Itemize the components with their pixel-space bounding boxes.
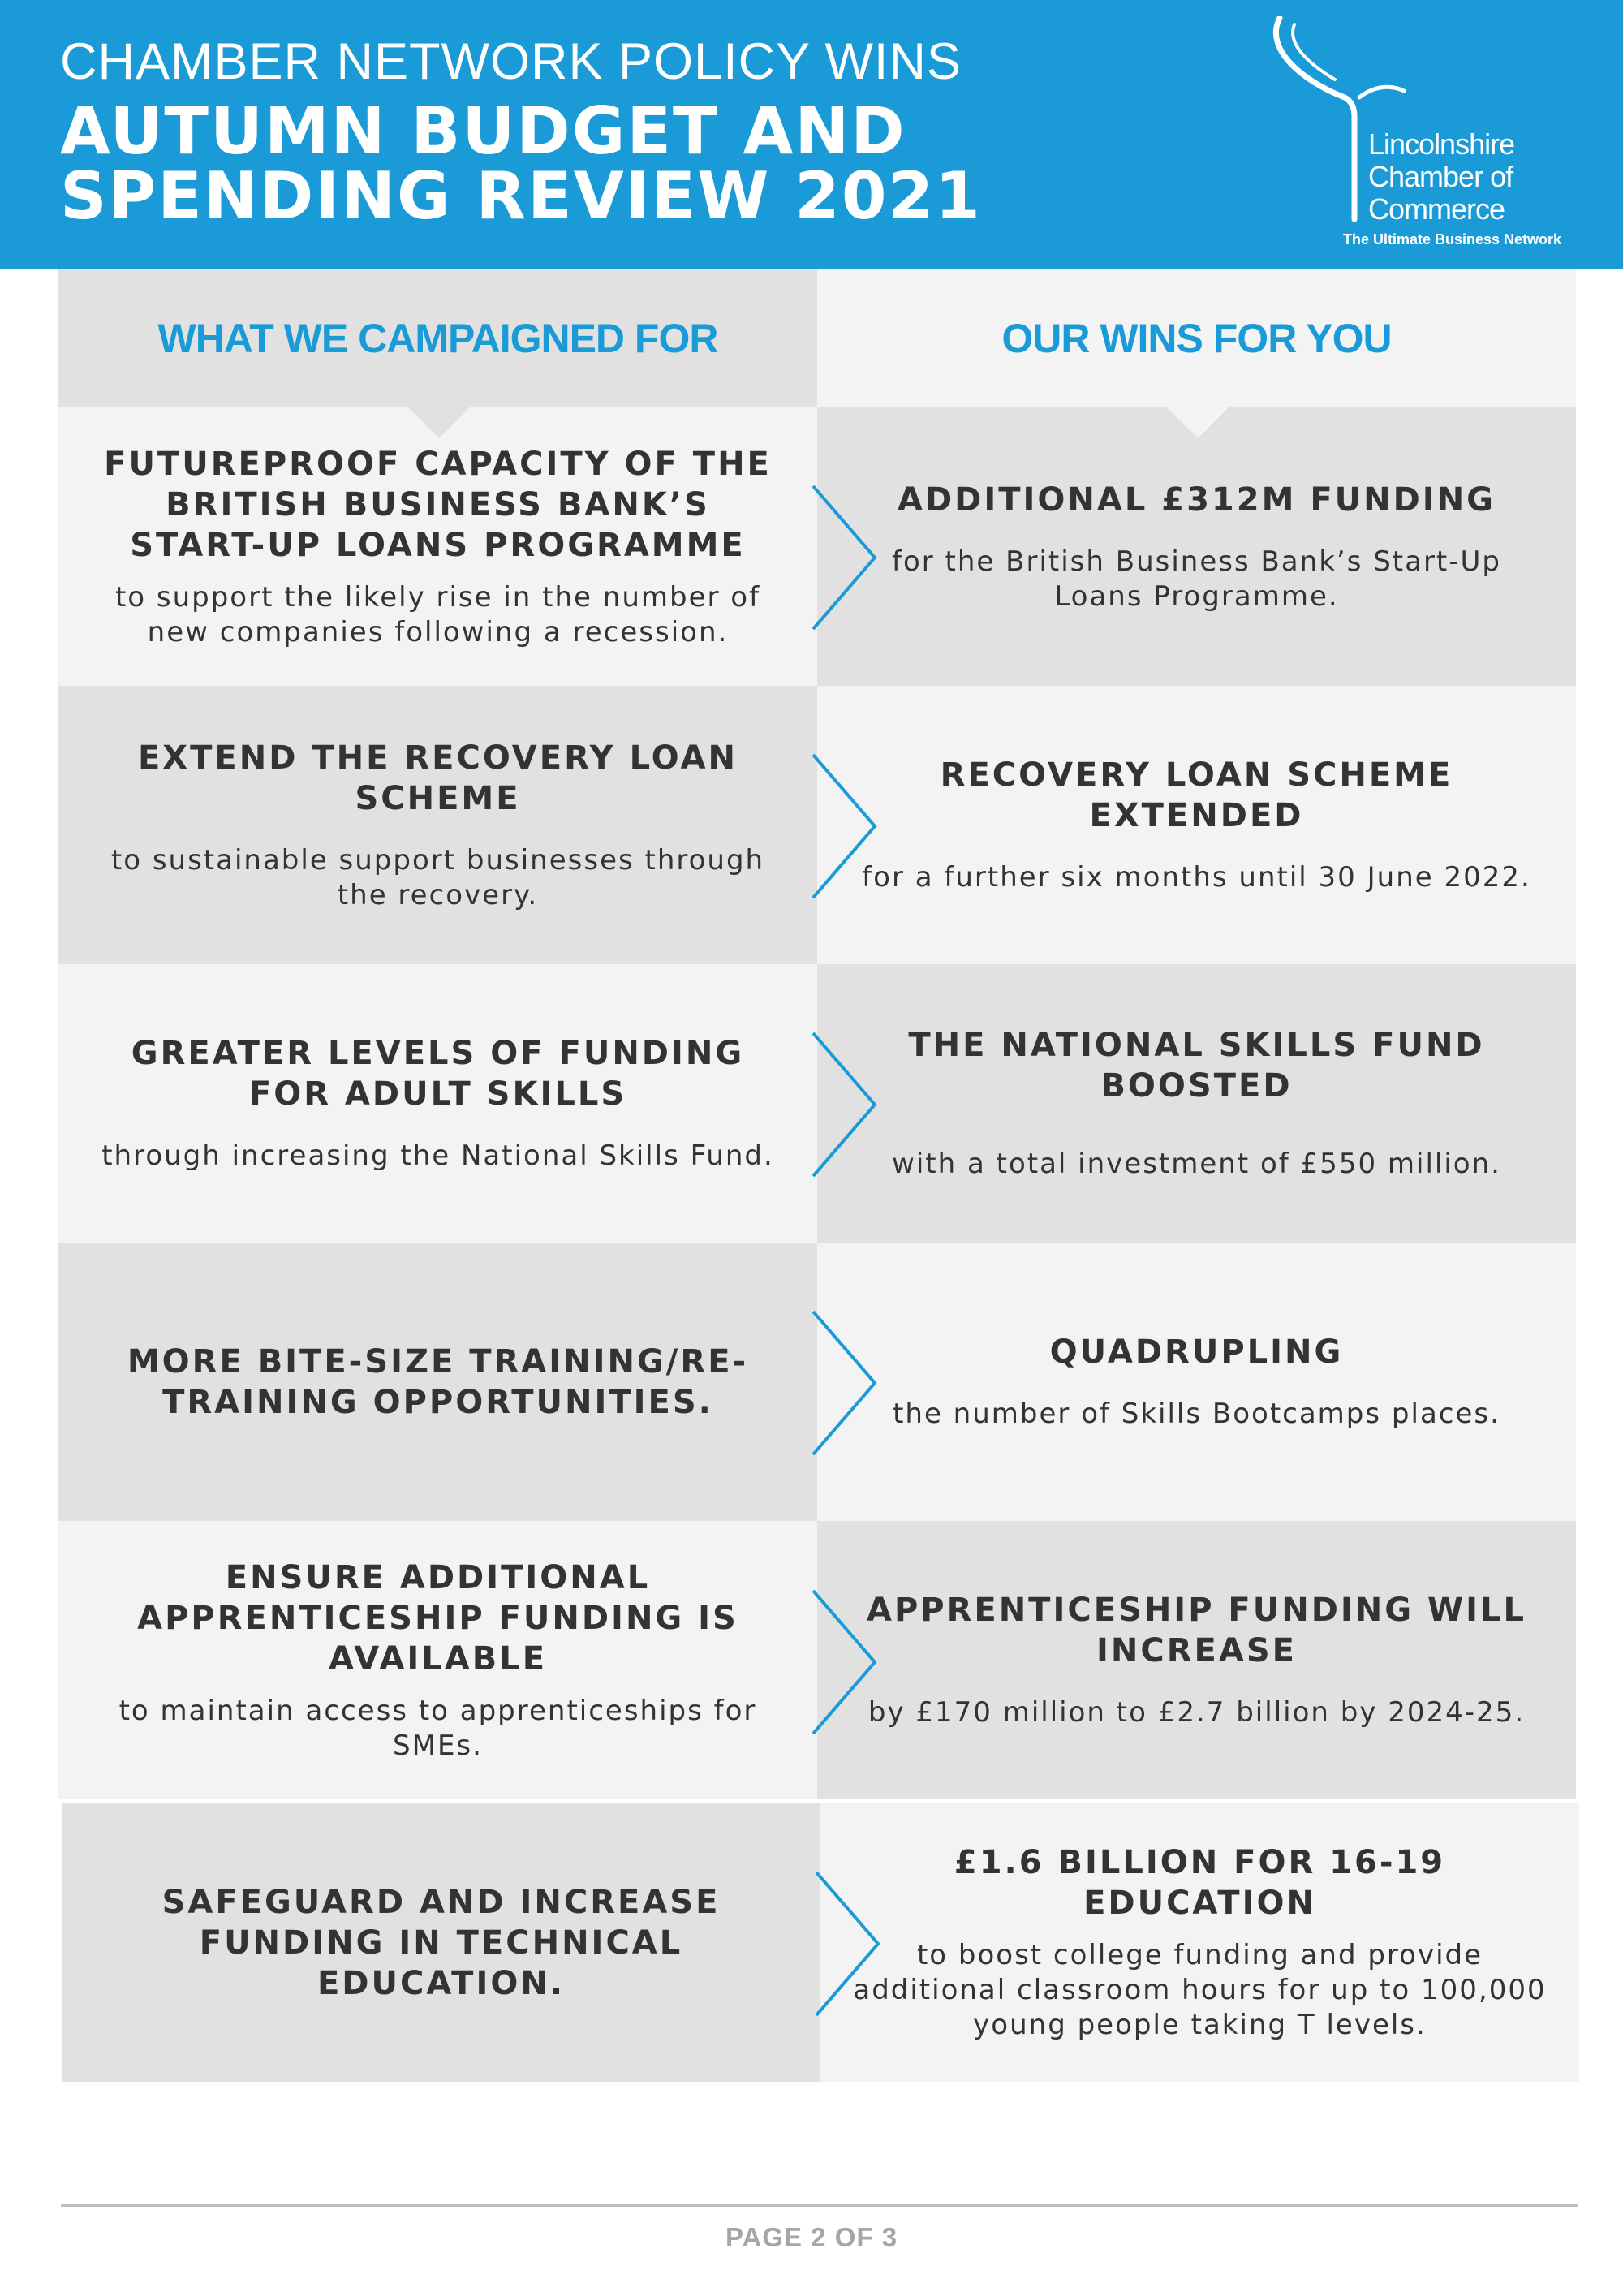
right-column-header (817, 269, 1576, 407)
win-cell-5 (817, 1521, 1576, 1799)
win-heading: THE NATIONAL SKILLS FUND BOOSTED (908, 1027, 1485, 1105)
win-heading: RECOVERY LOAN SCHEME EXTENDED (940, 756, 1453, 834)
win-body: the number of Skills Bootcamps places. (893, 1398, 1500, 1430)
win-heading: £1.6 BILLION FOR 16-19 EDUCATION (954, 1844, 1446, 1922)
logo-tagline: The Ultimate Business Network (1343, 231, 1562, 248)
chevron-right-icon (812, 1310, 885, 1456)
logo-line-3: Commerce (1368, 192, 1505, 226)
campaign-cell-4 (58, 1243, 817, 1521)
title-line-1: AUTUMN BUDGET AND (60, 93, 906, 169)
win-cell-6 (820, 1803, 1579, 2082)
win-body: with a total investment of £550 million. (892, 1148, 1501, 1180)
win-body: for a further six months until 30 June 2022. (862, 861, 1531, 894)
win-body: to boost college funding and provide additional classroom hours for up to 100,000 young people taking T levels. (853, 1939, 1547, 2041)
chevron-right-icon (812, 1032, 885, 1178)
logo-line-1: Lincolnshire (1368, 127, 1515, 161)
chamber-logo (1270, 16, 1578, 260)
campaign-heading: GREATER LEVELS OF FUNDING FOR ADULT SKILLS (131, 1035, 745, 1113)
footer-divider (61, 2204, 1578, 2207)
campaign-heading: MORE BITE-SIZE TRAINING/RE-TRAINING OPPORTUNITIES. (127, 1342, 749, 1421)
campaign-heading: FUTUREPROOF CAPACITY OF THE BRITISH BUSINESS BANK’S START-UP LOANS PROGRAMME (104, 445, 772, 564)
win-heading: APPRENTICESHIP FUNDING WILL INCREASE (866, 1592, 1527, 1669)
page-title (60, 93, 982, 234)
win-cell-2 (817, 686, 1576, 964)
header-banner (0, 0, 1623, 269)
logo-line-2: Chamber of (1368, 160, 1513, 193)
campaign-body: to maintain access to apprenticeships for SMEs. (118, 1694, 757, 1762)
win-body: by £170 million to £2.7 billion by 2024-25. (867, 1696, 1526, 1729)
win-heading: ADDITIONAL £312M FUNDING (898, 480, 1496, 519)
campaign-body: to sustainable support businesses through the recovery. (110, 843, 765, 911)
pointer-triangle-right (1167, 407, 1229, 438)
chevron-right-icon (812, 753, 885, 899)
campaign-cell-2 (58, 686, 817, 964)
title-line-2: SPENDING REVIEW 2021 (60, 158, 982, 234)
campaign-cell-6 (62, 1803, 820, 2082)
page-number: PAGE 2 OF 3 (725, 2222, 898, 2252)
left-column-header (58, 269, 817, 407)
campaign-body: through increasing the National Skills Fund. (101, 1139, 774, 1172)
chevron-right-icon (815, 1871, 888, 2017)
campaign-heading: SAFEGUARD AND INCREASE FUNDING IN TECHNICAL EDUCATION. (161, 1883, 721, 2002)
win-cell-3 (817, 964, 1576, 1243)
win-heading: QUADRUPLING (1049, 1333, 1344, 1371)
left-column-title: WHAT WE CAMPAIGNED FOR (157, 316, 718, 361)
pointer-triangle-left (408, 407, 470, 438)
win-body: for the British Business Bank’s Start-Up Loans Programme. (891, 545, 1502, 613)
win-cell-1 (817, 407, 1576, 686)
campaign-cell-1 (58, 407, 817, 686)
campaign-body: to support the likely rise in the number of new companies following a recession. (114, 580, 761, 648)
chevron-right-icon (812, 1589, 885, 1735)
campaign-cell-3 (58, 964, 817, 1243)
campaign-cell-5 (58, 1521, 817, 1799)
campaign-heading: EXTEND THE RECOVERY LOAN SCHEME (137, 739, 738, 817)
supertitle: CHAMBER NETWORK POLICY WINS (60, 33, 962, 90)
right-column-title: OUR WINS FOR YOU (1001, 316, 1392, 361)
chevron-right-icon (812, 485, 885, 631)
win-cell-4 (817, 1243, 1576, 1521)
campaign-heading: ENSURE ADDITIONAL APPRENTICESHIP FUNDING IS AVAILABLE (137, 1558, 738, 1678)
